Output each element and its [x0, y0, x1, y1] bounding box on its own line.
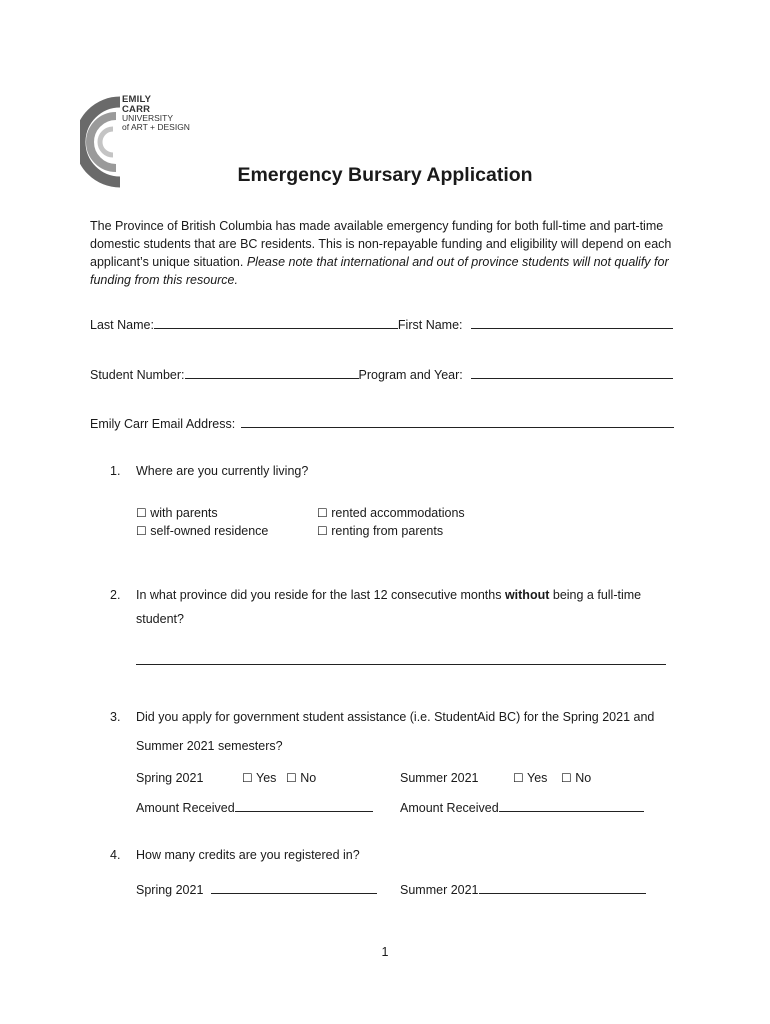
- question-2-answer-field[interactable]: [136, 651, 666, 665]
- question-2-number: 2.: [110, 588, 121, 602]
- summer-yes-option[interactable]: [513, 770, 547, 787]
- question-3-text: Did you apply for government student assistance (i.e. StudentAid BC) for the Spring 2021 and: [136, 710, 655, 724]
- no-label: No: [575, 771, 592, 785]
- student-number-row: [90, 365, 673, 384]
- checkbox-icon[interactable]: ☐: [136, 506, 147, 520]
- no-label: No: [300, 771, 317, 785]
- page-title: Emergency Bursary Application: [237, 164, 533, 186]
- question-2-bold: without: [504, 588, 550, 602]
- yes-label: Yes: [527, 771, 548, 785]
- option-label: renting from parents: [331, 524, 444, 538]
- summer-amount-field[interactable]: [499, 798, 644, 812]
- spring-amount-field[interactable]: [235, 798, 373, 812]
- question-2-text: In what province did you reside for the last 12 consecutive months: [136, 588, 505, 602]
- student-number-field[interactable]: [185, 365, 359, 379]
- question-4-text: How many credits are you registered in?: [136, 848, 360, 862]
- program-year-field[interactable]: [471, 365, 673, 379]
- option-rented-accommodations[interactable]: [317, 505, 465, 522]
- spring-amount-row: [136, 798, 373, 817]
- last-name-field[interactable]: [154, 315, 398, 329]
- spring-credits-row: [136, 880, 377, 899]
- question-4: [110, 847, 360, 864]
- intro-note: Please note that international and out of province students will not qualify for funding from this resource.: [90, 255, 669, 287]
- email-field[interactable]: [241, 414, 674, 428]
- student-number-label: Student Number:: [90, 368, 185, 382]
- summer-2021-label: Summer 2021: [400, 771, 479, 785]
- logo-line-1: EMILY: [122, 94, 152, 105]
- logo-line-4: of ART + DESIGN: [122, 121, 190, 132]
- logo-wordmark: [122, 95, 190, 131]
- summer-credits-row: [400, 880, 646, 899]
- question-3-number: 3.: [110, 710, 121, 724]
- question-3-line-2: Summer 2021 semesters?: [136, 739, 283, 753]
- option-label: rented accommodations: [331, 506, 465, 520]
- email-label: Emily Carr Email Address:: [90, 417, 236, 431]
- checkbox-icon[interactable]: ☐: [317, 506, 328, 520]
- name-row: [90, 315, 673, 334]
- summer-amount-row: [400, 798, 644, 817]
- spring-no-option[interactable]: [286, 770, 316, 787]
- question-2-text-after: being a full-time: [549, 588, 642, 602]
- checkbox-icon[interactable]: ☐: [286, 771, 297, 785]
- summer-amount-label: Amount Received: [400, 801, 499, 815]
- intro-paragraph: [90, 217, 690, 289]
- option-renting-from-parents[interactable]: [317, 523, 443, 540]
- option-label: self-owned residence: [150, 524, 269, 538]
- spring-2021-label: Spring 2021: [136, 771, 204, 785]
- summer-credits-label: Summer 2021: [400, 883, 479, 897]
- logo-line-3: UNIVERSITY: [122, 113, 174, 124]
- program-year-label: Program and Year:: [358, 368, 463, 382]
- question-4-number: 4.: [110, 848, 121, 862]
- intro-text: The Province of British Columbia has made available emergency funding for both full-time and part-time domestic students that are BC residents. This is non-repayable funding and eligibility will depend on each applicant’s unique situation.: [90, 219, 672, 269]
- spring-yes-option[interactable]: [242, 770, 276, 787]
- checkbox-icon[interactable]: ☐: [242, 771, 253, 785]
- option-with-parents[interactable]: [136, 505, 218, 522]
- yes-label: Yes: [256, 771, 277, 785]
- question-2: [110, 587, 641, 604]
- spring-credits-field[interactable]: [211, 880, 377, 894]
- checkbox-icon[interactable]: ☐: [513, 771, 524, 785]
- spring-credits-label: Spring 2021: [136, 883, 204, 897]
- question-1: [110, 463, 308, 480]
- summer-no-option[interactable]: [561, 770, 591, 787]
- spring-amount-label: Amount Received: [136, 801, 235, 815]
- email-row: [90, 414, 674, 433]
- checkbox-icon[interactable]: ☐: [317, 524, 328, 538]
- question-1-text: Where are you currently living?: [136, 464, 309, 478]
- option-label: with parents: [150, 506, 218, 520]
- option-self-owned-residence[interactable]: [136, 523, 268, 540]
- page-number: 1: [381, 945, 389, 959]
- first-name-field[interactable]: [471, 315, 673, 329]
- question-2-line-2: student?: [136, 612, 184, 626]
- question-1-number: 1.: [110, 464, 121, 478]
- summer-credits-field[interactable]: [479, 880, 646, 894]
- question-3: [110, 709, 654, 726]
- first-name-label: First Name:: [397, 318, 463, 332]
- last-name-label: Last Name:: [90, 318, 154, 332]
- checkbox-icon[interactable]: ☐: [136, 524, 147, 538]
- checkbox-icon[interactable]: ☐: [561, 771, 572, 785]
- logo-line-2: CARR: [122, 103, 151, 115]
